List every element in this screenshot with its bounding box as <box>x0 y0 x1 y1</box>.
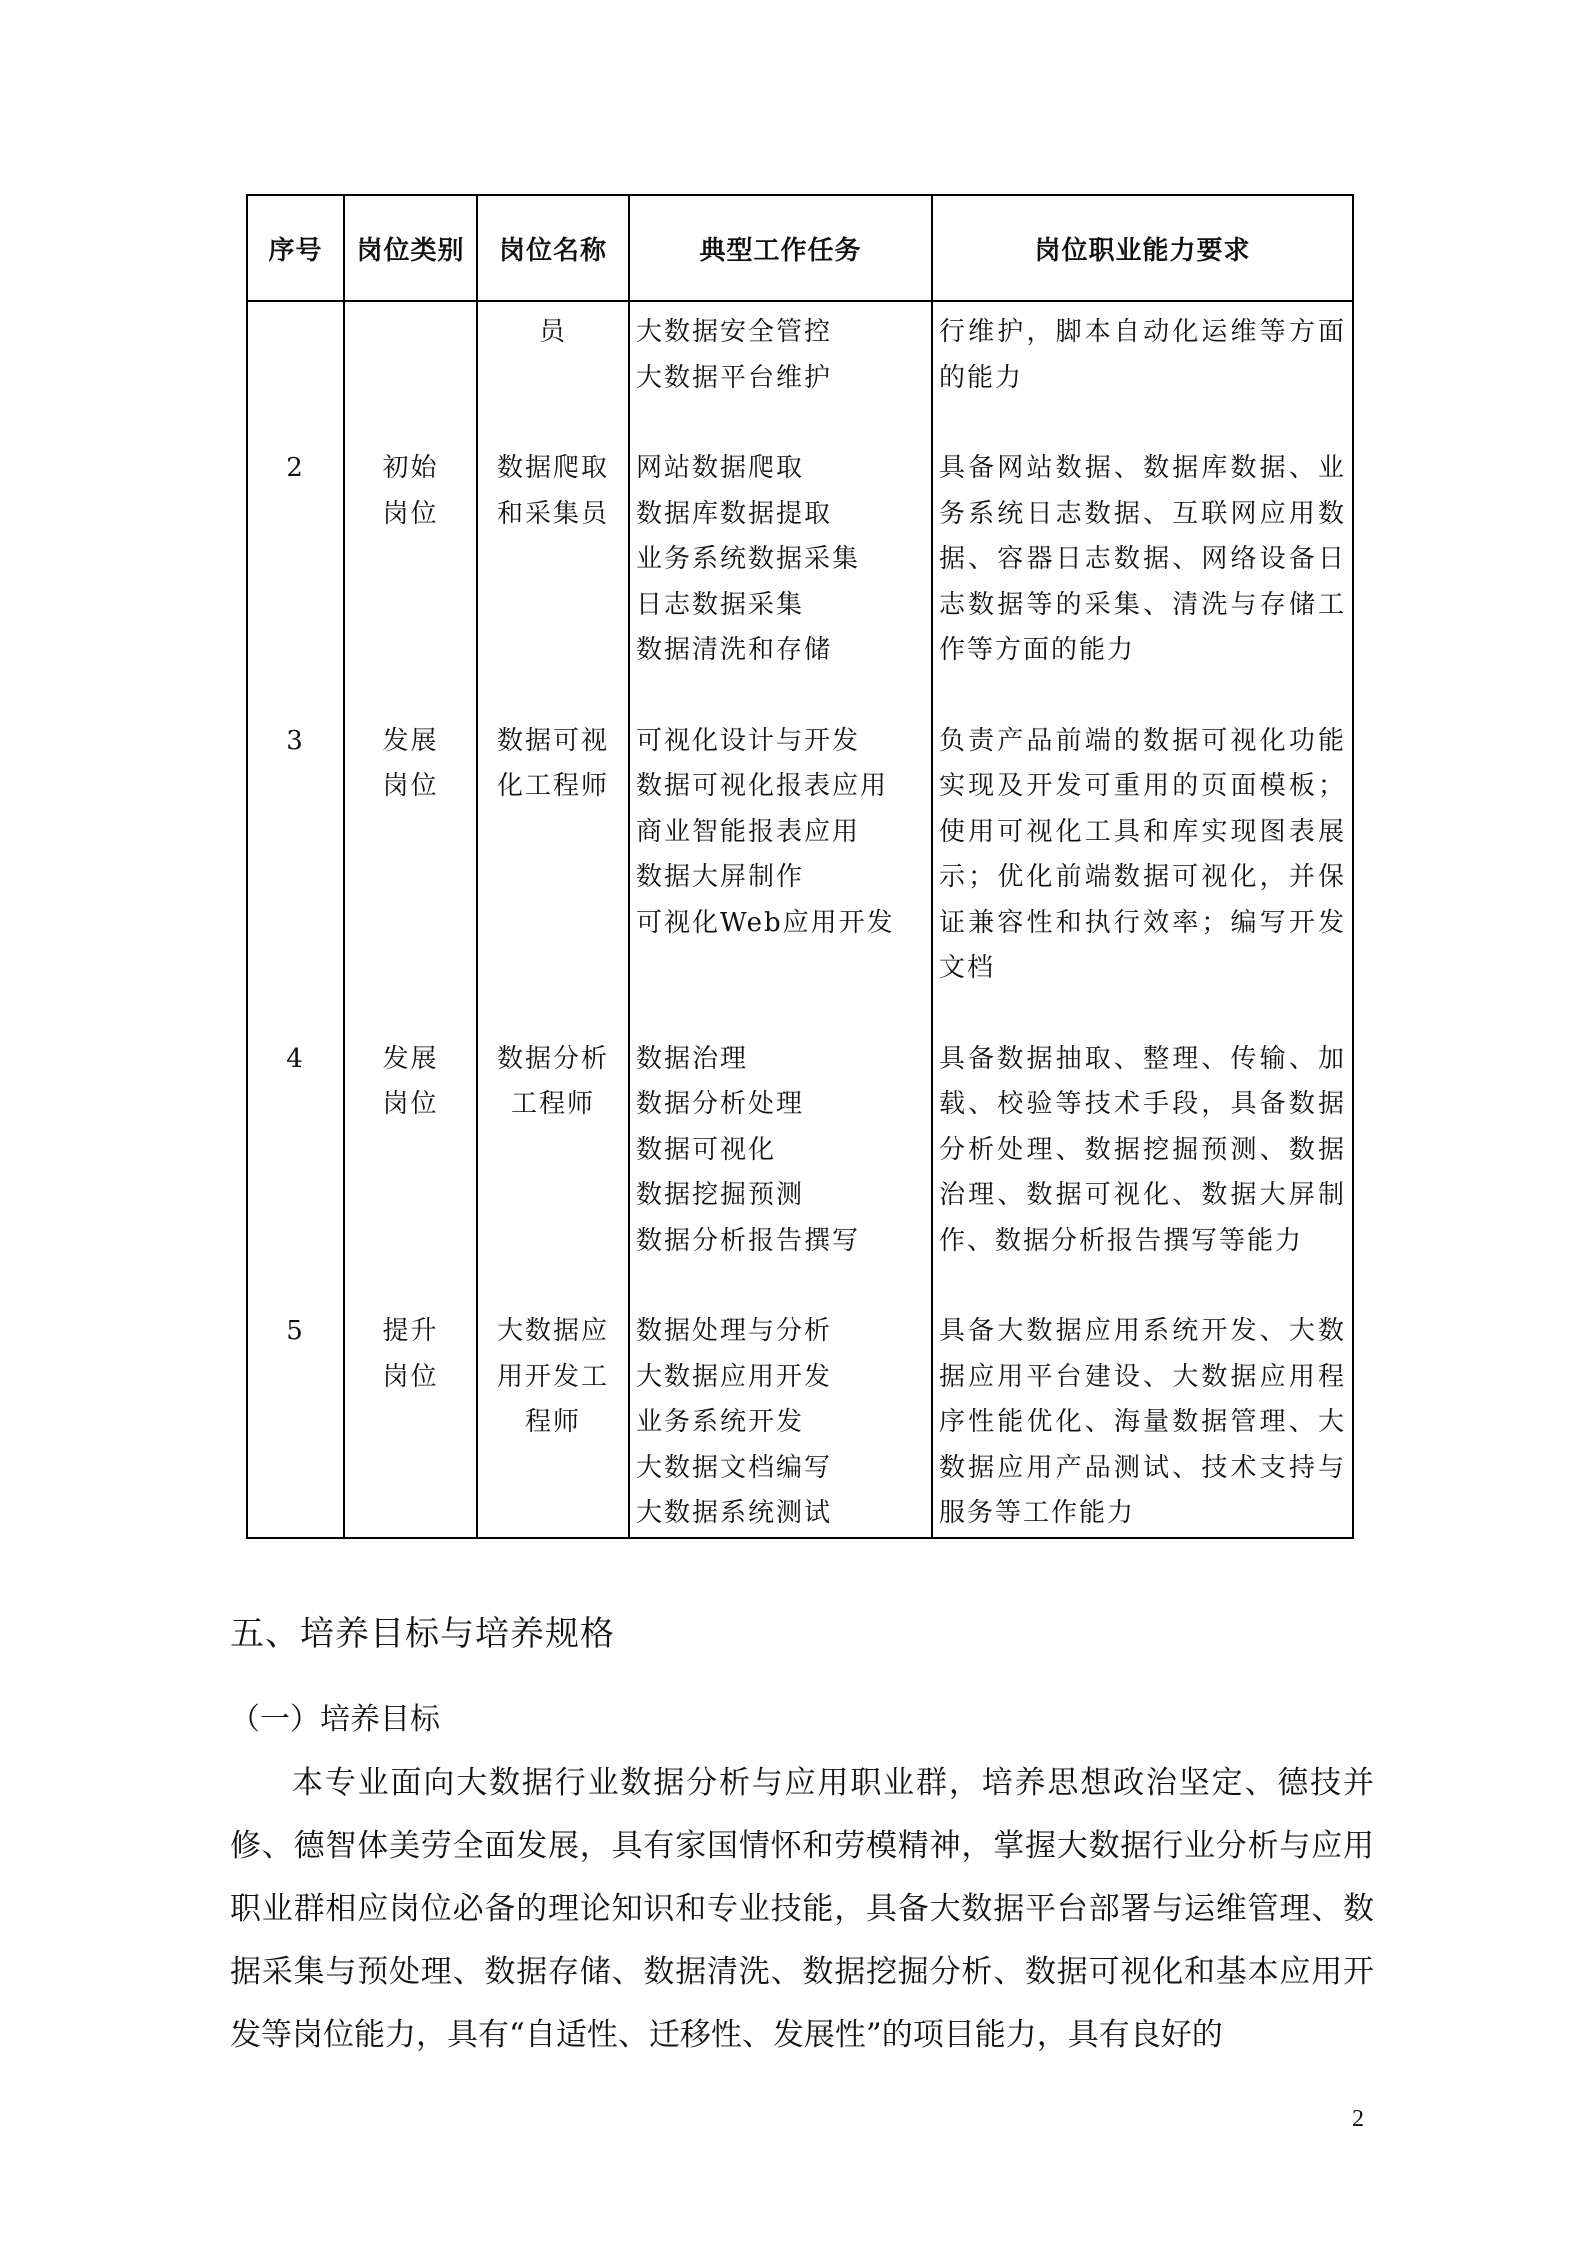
cell-typical-tasks <box>629 446 932 719</box>
table-header-row <box>247 195 1353 301</box>
task-item: 数据挖掘预测 <box>636 1180 805 1210</box>
task-item: 数据治理 <box>636 1043 749 1074</box>
cell-ability-requirements: 具备大数据应用系统开发、大数据应用平台建设、大数据应用程序性能优化、海量数据管理、大数据应用产品测试、技术支持与服务等工作能力 <box>932 1309 1353 1538</box>
cell-job-name: 数据爬取 和采集员 <box>477 446 629 719</box>
header-job-category: 岗位类别 <box>344 195 477 301</box>
cell-job-category: 提升 岗位 <box>344 1309 477 1538</box>
cell-ability-requirements: 具备网站数据、数据库数据、业务系统日志数据、互联网应用数据、容器日志数据、网络设备日志数据等的采集、清洗与存储工作等方面的能力 <box>932 446 1353 719</box>
cell-job-category: 发展 岗位 <box>344 1037 477 1310</box>
task-item: 大数据文档编写 <box>636 1452 833 1483</box>
cell-job-name: 大数据应 用开发工 程师 <box>477 1309 629 1538</box>
page-number: 2 <box>1352 2106 1364 2132</box>
task-item: 数据可视化 <box>636 1134 777 1165</box>
cell-typical-tasks <box>629 1309 932 1538</box>
task-item: 数据分析处理 <box>636 1089 805 1119</box>
header-job-name: 岗位名称 <box>477 195 629 301</box>
cell-job-name: 数据分析 工程师 <box>477 1037 629 1310</box>
body-paragraph: 本专业面向大数据行业数据分析与应用职业群，培养思想政治坚定、德技并修、德智体美劳全面发展，具有家国情怀和劳模精神，掌握大数据行业分析与应用职业群相应岗位必备的理论知识和专业技能，具备大数据平台部署与运维管理、数据采集与预处理、数据存储、数据清洗、数据挖掘分析、数据可视化和基本应用开发等岗位能力，具有“自适性、迁移性、发展性”的项目能力，具有良好的 <box>230 1765 1374 2053</box>
cell-typical-tasks <box>629 719 932 1037</box>
cell-serial-number: 3 <box>247 719 344 1037</box>
cell-job-name: 员 <box>477 301 629 446</box>
task-item: 数据可视化报表应用 <box>636 771 889 801</box>
section-title: 五、培养目标与培养规格 <box>230 1614 615 1654</box>
cell-job-name: 数据可视 化工程师 <box>477 719 629 1037</box>
task-item: 业务系统开发 <box>636 1407 805 1437</box>
cell-serial-number: 5 <box>247 1309 344 1538</box>
task-item: 日志数据采集 <box>636 589 805 620</box>
table-row <box>247 1309 1353 1538</box>
cell-ability-requirements: 行维护，脚本自动化运维等方面的能力 <box>932 301 1353 446</box>
header-serial-number: 序号 <box>247 195 344 301</box>
header-ability-requirements: 岗位职业能力要求 <box>932 195 1353 301</box>
cell-serial-number: 2 <box>247 446 344 719</box>
task-item: 商业智能报表应用 <box>636 816 861 847</box>
job-requirements-table <box>246 194 1354 1539</box>
table-row <box>247 301 1353 446</box>
cell-typical-tasks <box>629 301 932 446</box>
task-item: 大数据应用开发 <box>636 1361 833 1392</box>
table-row <box>247 1037 1353 1310</box>
table-row <box>247 446 1353 719</box>
cell-job-category <box>344 301 477 446</box>
cell-job-category: 发展 岗位 <box>344 719 477 1037</box>
task-item: 大数据平台维护 <box>636 362 833 393</box>
task-item: 可视化设计与开发 <box>636 725 861 756</box>
cell-ability-requirements: 具备数据抽取、整理、传输、加载、校验等技术手段，具备数据分析处理、数据挖掘预测、数据治理、数据可视化、数据大屏制作、数据分析报告撰写等能力 <box>932 1037 1353 1310</box>
task-item: 数据处理与分析 <box>636 1316 833 1346</box>
task-item: 数据库数据提取 <box>636 498 833 529</box>
task-item: 数据分析报告撰写 <box>636 1225 861 1256</box>
task-item: 数据大屏制作 <box>636 862 805 892</box>
task-item: 大数据系统测试 <box>636 1498 833 1528</box>
cell-typical-tasks <box>629 1037 932 1310</box>
cell-ability-requirements: 负责产品前端的数据可视化功能实现及开发可重用的页面模板；使用可视化工具和库实现图表展示；优化前端数据可视化，并保证兼容性和执行效率；编写开发文档 <box>932 719 1353 1037</box>
cell-job-category: 初始 岗位 <box>344 446 477 719</box>
task-item: 大数据安全管控 <box>636 317 833 347</box>
cell-serial-number <box>247 301 344 446</box>
task-item: 可视化Web应用开发 <box>636 907 895 938</box>
task-item: 数据清洗和存储 <box>636 635 833 665</box>
header-typical-tasks: 典型工作任务 <box>629 195 932 301</box>
task-item: 业务系统数据采集 <box>636 544 861 574</box>
task-item: 网站数据爬取 <box>636 453 805 483</box>
table-row <box>247 719 1353 1037</box>
cell-serial-number: 4 <box>247 1037 344 1310</box>
subsection-title: （一）培养目标 <box>230 1702 440 1737</box>
